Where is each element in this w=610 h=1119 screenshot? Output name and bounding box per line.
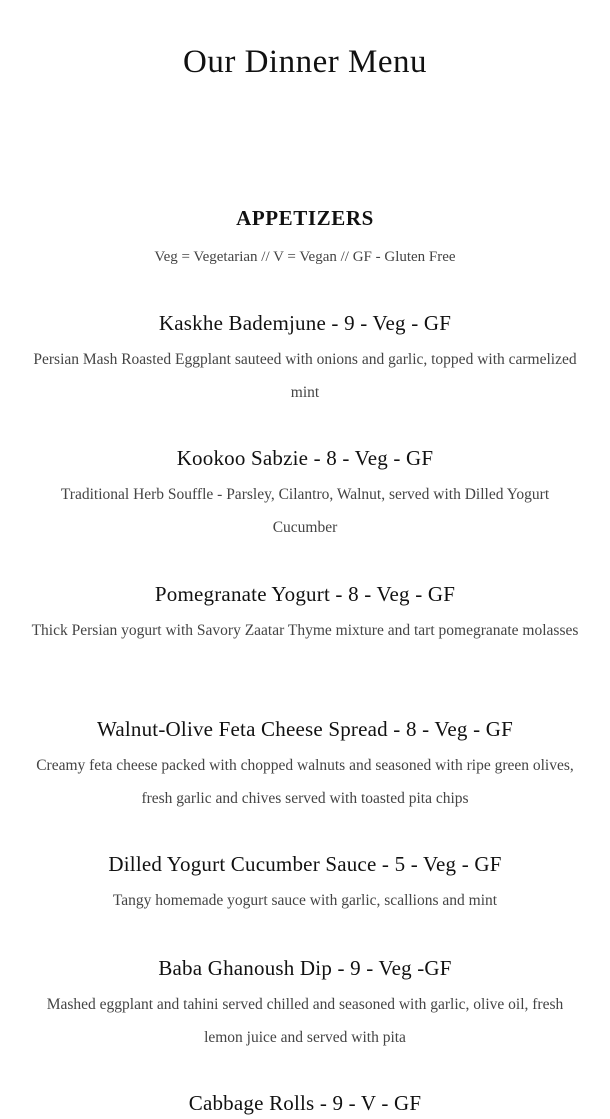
menu-item-title: Kookoo Sabzie - 8 - Veg - GF xyxy=(176,446,434,470)
menu-item-kookoo-sabzie xyxy=(30,443,580,544)
menu-item-description: Traditional Herb Souffle - Parsley, Cilantro, Walnut, served with Dilled Yogurt Cucumber xyxy=(60,486,550,536)
dietary-legend: Veg = Vegetarian // V = Vegan // GF - Gluten Free xyxy=(154,249,456,265)
menu-item-description: Thick Persian yogurt with Savory Zaatar Thyme mixture and tart pomegranate molasses xyxy=(31,622,579,639)
menu-item-description: Creamy feta cheese packed with chopped walnuts and seasoned with ripe green olives, fresh garlic and chives served with toasted pita chips xyxy=(36,757,574,807)
menu-item-title: Dilled Yogurt Cucumber Sauce - 5 - Veg - GF xyxy=(108,852,502,876)
menu-item-cabbage-rolls xyxy=(30,1088,580,1118)
menu-item-pomegranate-yogurt xyxy=(30,579,580,648)
menu-item-title: Kaskhe Bademjune - 9 - Veg - GF xyxy=(158,311,452,335)
menu-item-description: Persian Mash Roasted Eggplant sauteed with onions and garlic, topped with carmelized mint xyxy=(33,351,577,401)
menu-item-title: Pomegranate Yogurt - 8 - Veg - GF xyxy=(154,582,456,606)
menu-item-dilled-yogurt-cucumber-sauce xyxy=(30,849,580,918)
menu-item-title: Walnut-Olive Feta Cheese Spread - 8 - Veg - GF xyxy=(97,717,513,741)
menu-item-baba-ghanoush-dip xyxy=(30,953,580,1054)
menu-item-title: Baba Ghanoush Dip - 9 - Veg -GF xyxy=(158,956,452,980)
page-title: Our Dinner Menu xyxy=(183,44,427,80)
section-heading-appetizers: APPETIZERS xyxy=(236,206,374,230)
menu-item-title: Cabbage Rolls - 9 - V - GF xyxy=(188,1091,422,1115)
menu-item-description: Mashed eggplant and tahini served chilled and seasoned with garlic, olive oil, fresh lemon juice and served with pita xyxy=(46,996,564,1046)
menu-item-kaskhe-bademjune xyxy=(30,308,580,409)
menu-item-description: Tangy homemade yogurt sauce with garlic, scallions and mint xyxy=(112,892,498,909)
menu-item-walnut-olive-feta-spread xyxy=(30,714,580,815)
